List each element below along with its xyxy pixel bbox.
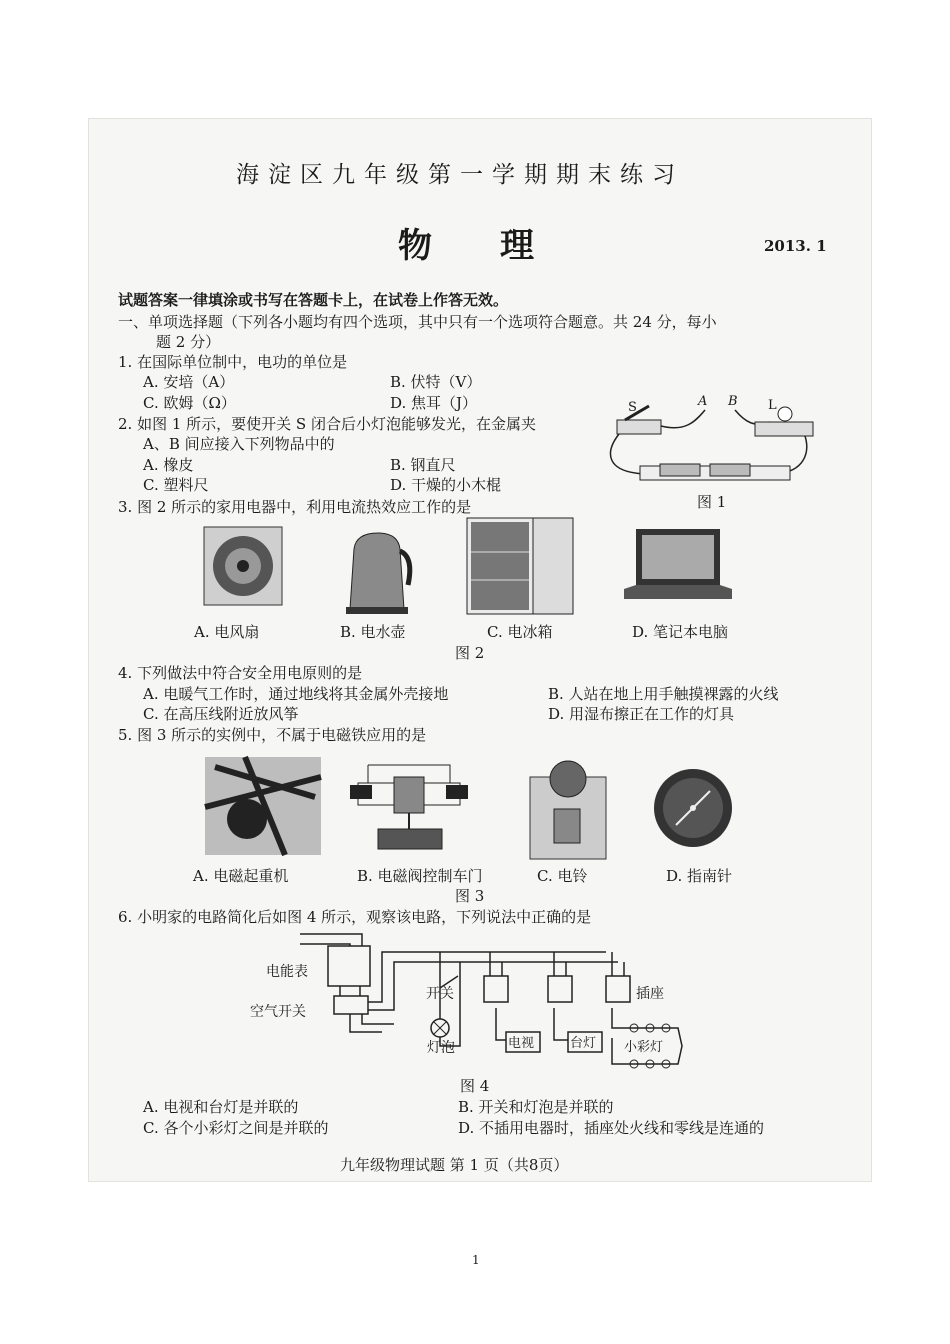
fig4-switch-label: 开关 xyxy=(426,986,454,1002)
exam-title: 海淀区九年级第一学期期末练习 xyxy=(236,162,684,188)
q5-option-b: B. 电磁阀控制车门 xyxy=(357,867,483,885)
q1-option-d: D. 焦耳（J） xyxy=(390,394,478,412)
battery-icon xyxy=(660,464,700,476)
q5-option-c: C. 电铃 xyxy=(537,867,588,885)
fig1-label-a: A xyxy=(698,394,708,409)
air-switch-icon xyxy=(334,996,368,1014)
fig3-caption: 图 3 xyxy=(455,887,485,905)
fig4-lamp-label: 台灯 xyxy=(570,1036,597,1051)
q2-option-d: D. 干燥的小木棍 xyxy=(390,476,502,494)
q2-option-a: A. 橡皮 xyxy=(143,456,194,474)
subject-char-1: 物 xyxy=(398,226,434,266)
fig2-caption: 图 2 xyxy=(455,644,485,662)
laptop-photo xyxy=(622,527,734,609)
q3-option-b: B. 电水壶 xyxy=(340,623,406,641)
fig4-meter-label: 电能表 xyxy=(266,964,308,980)
fig1-label-b: B xyxy=(728,394,738,409)
fig4-breaker-label: 空气开关 xyxy=(250,1004,306,1020)
exam-date: 2013. 1 xyxy=(764,237,827,255)
q2-option-b: B. 钢直尺 xyxy=(390,456,456,474)
socket-icon xyxy=(606,976,630,1002)
page-info: 九年级物理试题 第 1 页（共8页） xyxy=(340,1156,569,1174)
fig1-caption: 图 1 xyxy=(697,493,727,511)
q4-stem: 4. 下列做法中符合安全用电原则的是 xyxy=(118,664,363,682)
q3-option-d: D. 笔记本电脑 xyxy=(632,623,729,641)
page-number: 1 xyxy=(472,1253,480,1267)
q3-option-c: C. 电冰箱 xyxy=(487,623,553,641)
battery-icon xyxy=(710,464,750,476)
q5-stem: 5. 图 3 所示的实例中，不属于电磁铁应用的是 xyxy=(118,726,427,744)
figure1-circuit xyxy=(605,392,820,492)
notice: 试题答案一律填涂或书写在答题卡上，在试卷上作答无效。 xyxy=(118,291,509,309)
fig4-socket-label: 插座 xyxy=(636,986,664,1002)
electromagnetic-crane-photo xyxy=(205,757,323,857)
q6-option-d: D. 不插用电器时，插座处火线和零线是连通的 xyxy=(458,1119,765,1137)
q5-option-d: D. 指南针 xyxy=(666,867,733,885)
fig1-label-s: S xyxy=(628,400,637,415)
bulb-icon xyxy=(778,407,792,421)
electric-meter-icon xyxy=(328,946,370,986)
q6-option-a: A. 电视和台灯是并联的 xyxy=(143,1098,299,1116)
fig4-caption: 图 4 xyxy=(460,1077,490,1095)
section-heading-cont: 题 2 分） xyxy=(156,333,221,351)
q2-option-c: C. 塑料尺 xyxy=(143,476,209,494)
q6-option-b: B. 开关和灯泡是并联的 xyxy=(458,1098,614,1116)
q6-stem: 6. 小明家的电路简化后如图 4 所示，观察该电路，下列说法中正确的是 xyxy=(118,908,592,926)
bulb-base xyxy=(755,422,813,436)
q1-option-a: A. 安培（A） xyxy=(143,373,235,391)
q3-option-a: A. 电风扇 xyxy=(194,623,260,641)
fig4-tv-label: 电视 xyxy=(508,1036,535,1051)
switch-base xyxy=(617,420,661,434)
refrigerator-photo xyxy=(467,518,575,618)
section-heading: 一、单项选择题（下列各小题均有四个选项，其中只有一个选项符合题意。共 24 分，每小 xyxy=(118,313,717,331)
q2-stem-cont: A、B 间应接入下列物品中的 xyxy=(143,435,335,453)
q1-option-b: B. 伏特（V） xyxy=(390,373,482,391)
q4-option-c: C. 在高压线附近放风筝 xyxy=(143,705,299,723)
socket-icon xyxy=(548,976,572,1002)
q3-stem: 3. 图 2 所示的家用电器中，利用电流热效应工作的是 xyxy=(118,498,472,516)
subject-char-2: 理 xyxy=(500,226,536,266)
q4-option-a: A. 电暖气工作时，通过地线将其金属外壳接地 xyxy=(143,685,449,703)
q5-option-a: A. 电磁起重机 xyxy=(193,867,289,885)
q2-stem: 2. 如图 1 所示，要使开关 S 闭合后小灯泡能够发光，在金属夹 xyxy=(118,415,536,433)
socket-icon xyxy=(484,976,508,1002)
q1-stem: 1. 在国际单位制中，电功的单位是 xyxy=(118,353,348,371)
electric-fan-photo xyxy=(204,527,284,607)
compass-photo xyxy=(652,767,734,849)
fig4-lights-label: 小彩灯 xyxy=(624,1040,664,1055)
q4-option-b: B. 人站在地上用手触摸裸露的火线 xyxy=(548,685,779,703)
electric-bell-photo xyxy=(528,757,608,861)
electric-kettle-photo xyxy=(340,527,415,615)
fig1-label-l: L xyxy=(768,398,777,413)
fig4-bulb-label: 灯泡 xyxy=(427,1040,455,1056)
q1-option-c: C. 欧姆（Ω） xyxy=(143,394,236,412)
q4-option-d: D. 用湿布擦正在工作的灯具 xyxy=(548,705,735,723)
q6-option-c: C. 各个小彩灯之间是并联的 xyxy=(143,1119,329,1137)
solenoid-valve-diagram xyxy=(348,757,470,855)
